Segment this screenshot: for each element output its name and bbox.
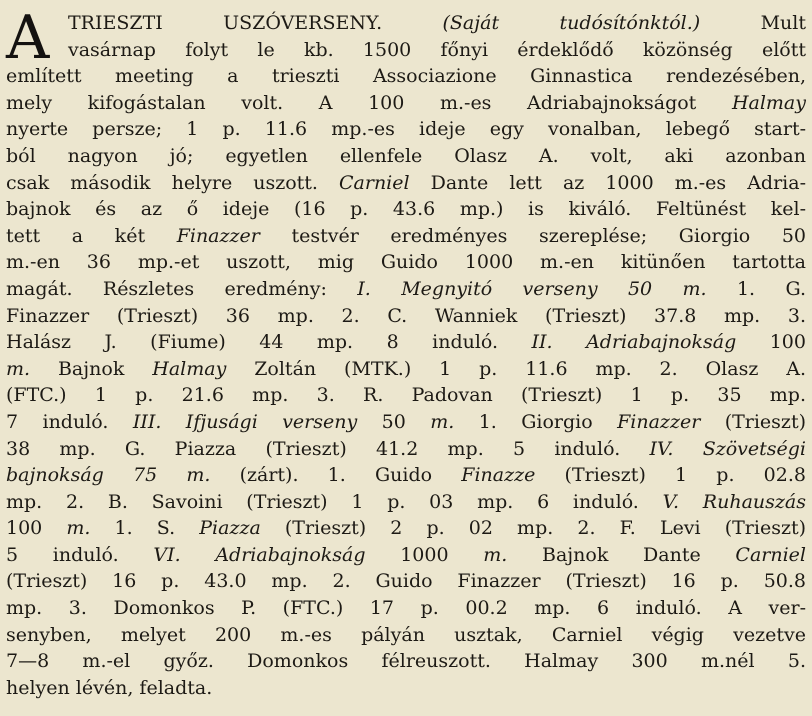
text-segment: (Trieszt) 1 p. 02.8 xyxy=(535,464,806,487)
text-line xyxy=(6,462,806,489)
text-segment: (zárt). 1. Guido xyxy=(210,464,462,487)
text-segment: Finazzer (Trieszt) 36 mp. 2. C. Wanniek (Trieszt) 37.8 mp. 3. xyxy=(6,304,806,327)
text-segment: 100 xyxy=(6,517,67,540)
italic-segment: Halmay xyxy=(152,357,227,380)
text-segment: tett a két xyxy=(6,224,177,247)
text-line xyxy=(6,10,806,37)
text-segment: mely kifogástalan volt. A 100 m.-es Adriabajnokságot xyxy=(6,91,732,114)
text-line xyxy=(6,90,806,117)
text-line xyxy=(6,648,806,675)
text-segment: csak második helyre uszott. xyxy=(6,171,339,194)
text-segment: Mult xyxy=(700,12,806,34)
text-segment: Dante lett az 1000 m.-es Adria- xyxy=(409,171,806,194)
text-segment: Zoltán (MTK.) 1 p. 11.6 mp. 2. Olasz A. xyxy=(226,357,806,380)
italic-segment: Finazzer xyxy=(176,224,260,247)
italic-segment: Halmay xyxy=(731,91,806,114)
text-line xyxy=(6,675,806,702)
italic-segment: Carniel xyxy=(339,171,410,194)
text-segment: bajnok és az ő ideje (16 p. 43.6 mp.) is kiváló. Feltünést kel- xyxy=(6,198,806,221)
text-line xyxy=(6,63,806,90)
text-line xyxy=(6,116,806,143)
text-segment: helyen lévén, feladta. xyxy=(6,676,213,699)
text-segment: (Trieszt) 16 p. 43.0 mp. 2. Guido Finazzer (Trieszt) 16 p. 50.8 xyxy=(6,570,806,593)
italic-segment: I. Megnyitó verseny 50 m. xyxy=(357,277,707,300)
text-line xyxy=(6,568,806,595)
italic-segment: m. xyxy=(66,517,91,540)
text-line xyxy=(6,249,806,276)
text-segment: testvér eredményes szereplése; Giorgio 50 xyxy=(259,224,806,247)
text-segment: senyben, melyet 200 m.-es pályán usztak, Carniel végig vezetve xyxy=(6,623,806,646)
italic-segment: m. xyxy=(430,410,455,433)
italic-segment: IV. Szövetségi xyxy=(649,437,806,460)
italic-segment: Piazza xyxy=(199,517,261,540)
text-line xyxy=(6,409,806,436)
italic-segment: Finazzer xyxy=(617,410,701,433)
text-line xyxy=(6,542,806,569)
text-segment: 7—8 m.-el győz. Domonkos félreuszott. Halmay 300 m.nél 5. xyxy=(6,650,806,673)
italic-segment: Carniel xyxy=(735,543,806,566)
italic-segment: VI. Adriabajnokság xyxy=(153,543,366,566)
text-segment: 50 xyxy=(357,410,431,433)
text-segment: Halász J. (Fiume) 44 mp. 8 induló. xyxy=(6,331,532,354)
text-segment: (Trieszt) 2 p. 02 mp. 2. F. Levi (Trieszt) xyxy=(260,517,806,540)
text-line xyxy=(6,356,806,383)
text-segment: magát. Részletes eredmény: xyxy=(6,277,358,300)
italic-segment: Finazze xyxy=(461,464,536,487)
text-segment: 5 induló. xyxy=(6,543,154,566)
article-body xyxy=(6,3,806,701)
text-segment: ból nagyon jó; egyetlen ellenfele Olasz A. volt, aki azonban xyxy=(6,144,806,167)
text-line xyxy=(6,436,806,463)
text-line xyxy=(6,382,806,409)
text-segment: m.-en 36 mp.-et uszott, mig Guido 1000 m.-en kitünően tartotta xyxy=(6,251,806,274)
text-line xyxy=(6,223,806,250)
text-segment: nyerte persze; 1 p. 11.6 mp.-es ideje egy vonalban, lebegő start- xyxy=(6,118,806,141)
text-line xyxy=(6,170,806,197)
italic-segment: bajnokság 75 m. xyxy=(6,464,211,487)
italic-segment: (Saját tudósítónktól.) xyxy=(442,12,701,34)
text-segment: mp. 2. B. Savoini (Trieszt) 1 p. 03 mp. 6 induló. xyxy=(6,490,663,513)
text-segment: 38 mp. G. Piazza (Trieszt) 41.2 mp. 5 induló. xyxy=(6,437,650,460)
text-line xyxy=(6,196,806,223)
text-segment: (FTC.) 1 p. 21.6 mp. 3. R. Padovan (Trieszt) 1 p. 35 mp. xyxy=(6,384,806,407)
text-line xyxy=(6,37,806,64)
text-segment: 7 induló. xyxy=(6,410,133,433)
text-line xyxy=(6,489,806,516)
italic-segment: III. Ifjusági verseny xyxy=(132,410,358,433)
text-segment: 1000 xyxy=(365,543,484,566)
text-line xyxy=(6,276,806,303)
text-line xyxy=(6,329,806,356)
text-segment: mp. 3. Domonkos P. (FTC.) 17 p. 00.2 mp. 6 induló. A ver- xyxy=(6,597,806,620)
text-segment: Bajnok Dante xyxy=(507,543,736,566)
text-segment: (Trieszt) xyxy=(700,410,806,433)
text-segment: 1. Giorgio xyxy=(454,410,618,433)
text-segment: Bajnok xyxy=(30,357,153,380)
text-segment: 1. S. xyxy=(90,517,200,540)
text-segment: TRIESZTI USZÓVERSENY. xyxy=(68,12,443,34)
italic-segment: m. xyxy=(483,543,508,566)
text-segment: említett meeting a trieszti Associazione Ginnastica rendezésében, xyxy=(6,65,806,88)
drop-cap: A xyxy=(6,3,50,73)
text-segment: 1. G. xyxy=(706,277,806,300)
italic-segment: II. Adriabajnokság xyxy=(531,331,737,354)
italic-segment: m. xyxy=(6,357,31,380)
text-segment: 100 xyxy=(736,331,806,354)
text-line xyxy=(6,622,806,649)
text-line xyxy=(6,143,806,170)
text-line xyxy=(6,303,806,330)
text-line xyxy=(6,515,806,542)
text-segment: vasárnap folyt le kb. 1500 főnyi érdeklődő közönség előtt xyxy=(68,38,806,61)
italic-segment: V. Ruhauszás xyxy=(662,490,806,513)
text-line xyxy=(6,595,806,622)
